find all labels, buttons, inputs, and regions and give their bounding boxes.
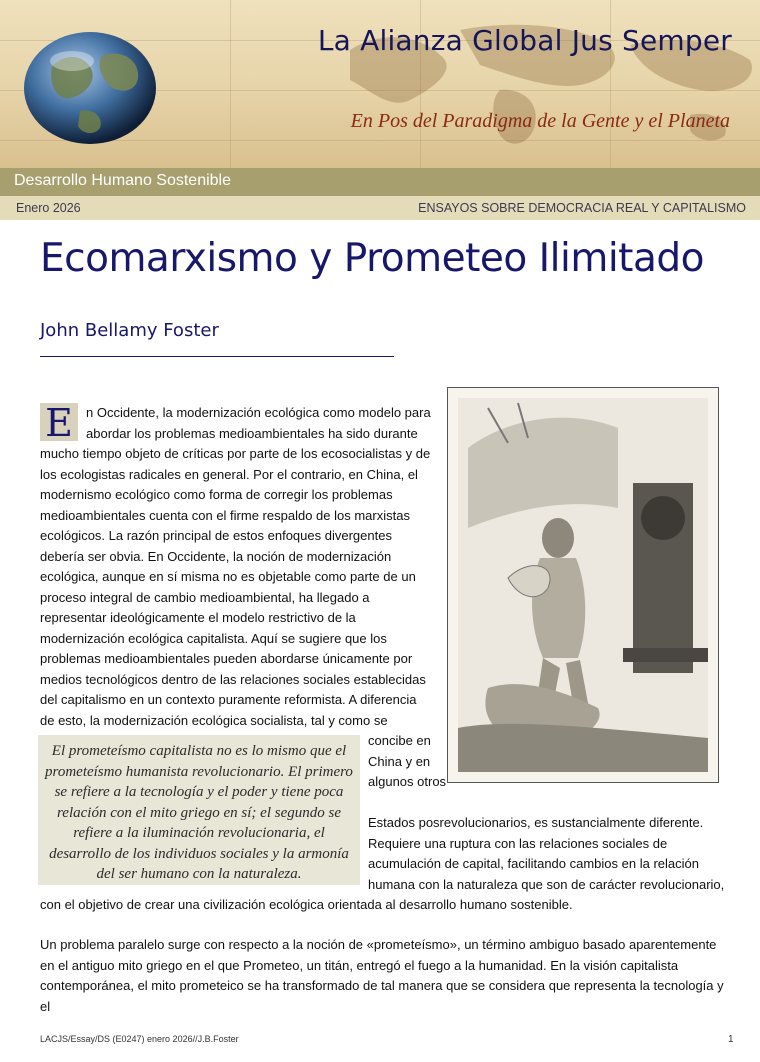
footer-reference: LACJS/Essay/DS (E0247) enero 2026//J.B.Foster — [40, 1034, 239, 1044]
continuation-column — [368, 813, 738, 895]
page-number: 1 — [728, 1034, 734, 1045]
issue-band — [0, 196, 760, 220]
paragraph-2-block — [40, 935, 730, 1017]
article-column — [40, 403, 432, 731]
author-divider — [40, 356, 394, 357]
continuation-text: Estados posrevolucionarios, es sustancialmente diferente. Requiere una ruptura con las relaciones sociales de acumulación de capital, facilitando cambios en la relación humana con la naturaleza que son de carácter revolucionario, — [368, 815, 725, 892]
paragraph-1: n Occidente, la modernización ecológica como modelo para abordar los problemas medioambientales ha sido durante mucho tiempo objeto de críticas por parte de los ecosocialistas y de los ecologistas radicales en general. Por el contrario, en China, el modernismo ecológico como forma de corregir los problemas medioambientales cuenta con el firme respaldo de los marxistas ecológicos. La razón principal de estos enfoques divergentes debería ser obvia. En Occidente, la noción de modernización ecológica, aunque en sí misma no es objetable como parte de un proceso integral de cambio medioambiental, ha llegado a representar ideológicamente el modelo restrictivo de la modernización ecológica capitalista. Aquí se sugiere que los problemas medioambientales pueden abordarse únicamente por medios tecnológicos dentro de las relaciones sociales establecidas del capitalismo en un contexto puramente reformista. A diferencia de esto, la modernización ecológica socialista, tal y como se — [40, 405, 431, 728]
side-text: concibe en China y en algunos otros — [368, 733, 447, 789]
header-banner — [0, 0, 760, 168]
article-title: Ecomarxismo y Prometeo Ilimitado — [40, 236, 704, 281]
paragraph-1-end: con el objetivo de crear una civilización ecológica orientada al desarrollo humano sostenible. — [40, 897, 573, 912]
side-column — [368, 731, 448, 793]
prometheus-illustration — [447, 387, 719, 783]
paragraph-2: Un problema paralelo surge con respecto a la noción de «prometeísmo», un término ambiguo basado aparentemente en el antiguo mito griego en el que Prometeo, un titán, entregó el fuego a la humanidad. En la visión capitalista contemporánea, el mito prometeico se ha transformado de tal manera que se considera que representa la tecnología y el — [40, 937, 724, 1014]
series-label: ENSAYOS SOBRE DEMOCRACIA REAL Y CAPITALISMO — [418, 201, 746, 215]
tagline: En Pos del Paradigma de la Gente y el Planeta — [350, 110, 730, 132]
issue-date: Enero 2026 — [16, 201, 81, 215]
section-label: Desarrollo Humano Sostenible — [14, 172, 231, 189]
organization-title: La Alianza Global Jus Semper — [317, 24, 732, 57]
banner-grid-line — [230, 0, 231, 168]
globe-icon — [22, 16, 158, 156]
prometheus-engraving-image — [448, 388, 718, 782]
drop-cap: E — [40, 403, 78, 441]
article-author: John Bellamy Foster — [40, 320, 219, 341]
section-band — [0, 168, 760, 196]
pull-quote: El prometeísmo capitalista no es lo mismo que el prometeísmo humanista revolucionario. El primero se refiere a la tecnología y el poder y tiene poca relación con el mito griego en sí; el segundo se refiere a la iluminación revolucionaria, el desarrollo de los individuos sociales y la armonía del ser humano con la naturaleza. — [38, 735, 360, 885]
